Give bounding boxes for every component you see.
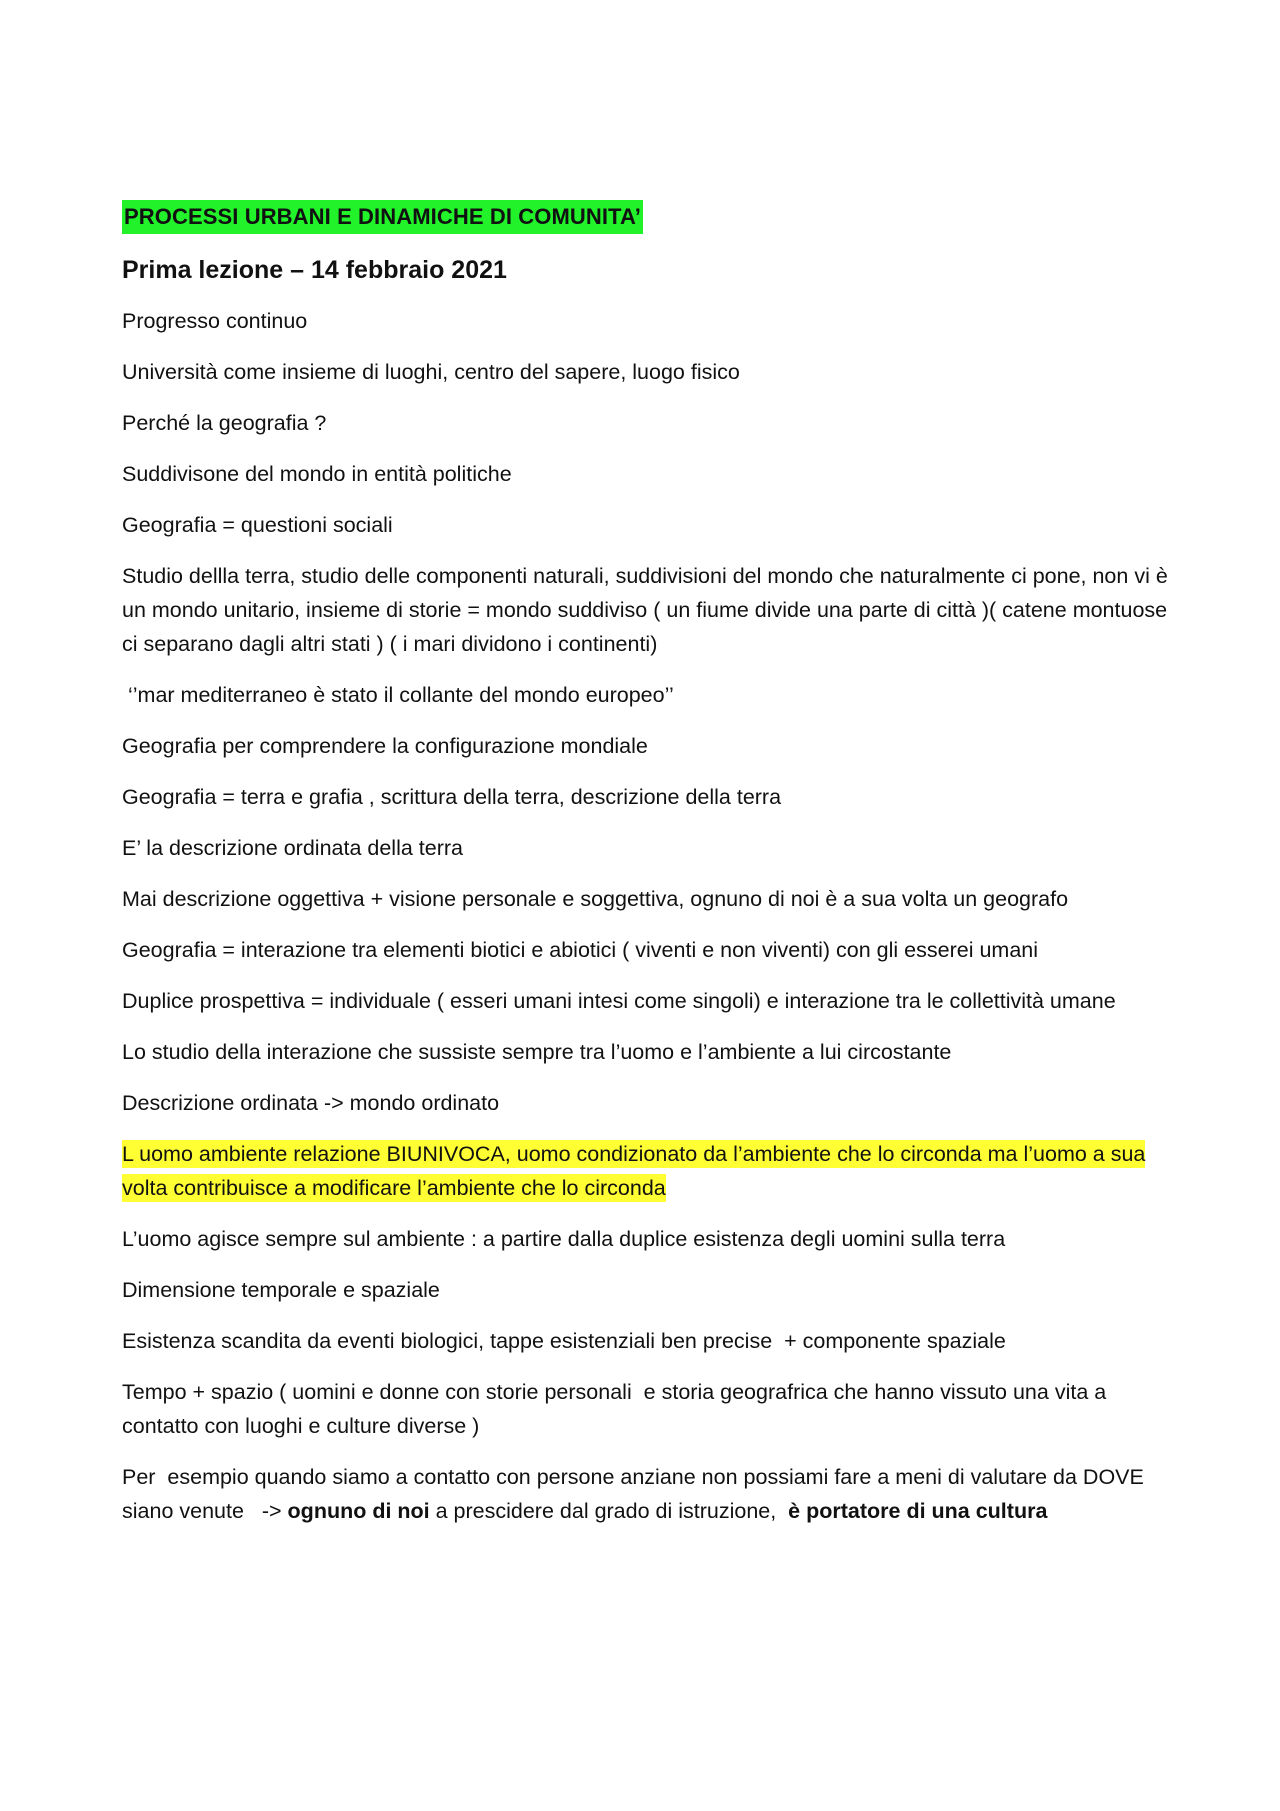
paragraph: Esistenza scandita da eventi biologici, tappe esistenziali ben precise + componente spaziale — [122, 1329, 1006, 1353]
quote-paragraph: ‘’mar mediterraneo è stato il collante del mondo europeo’’ — [122, 683, 674, 707]
paragraph: Dimensione temporale e spaziale — [122, 1278, 440, 1302]
document-page — [122, 200, 1172, 1528]
paragraph: Mai descrizione oggettiva + visione personale e soggettiva, ognuno di noi è a sua volta un geografo — [122, 887, 1069, 911]
bold-phrase: ognuno di noi — [287, 1499, 430, 1523]
paragraph: Perché la geografia ? — [122, 411, 327, 435]
paragraph: E’ la descrizione ordinata della terra — [122, 836, 463, 860]
paragraph: L’uomo agisce sempre sul ambiente : a partire dalla duplice esistenza degli uomini sulla terra — [122, 1227, 1006, 1251]
last-paragraph — [122, 1460, 1172, 1528]
paragraph: Suddivisone del mondo in entità politiche — [122, 462, 512, 486]
paragraph: Geografia per comprendere la configurazione mondiale — [122, 734, 648, 758]
paragraph: Geografia = interazione tra elementi biotici e abiotici ( viventi e non viventi) con gli esserei umani — [122, 938, 1039, 962]
paragraph: Progresso continuo — [122, 309, 308, 333]
paragraph: Lo studio della interazione che sussiste sempre tra l’uomo e l’ambiente a lui circostante — [122, 1040, 952, 1064]
highlighted-paragraph: L uomo ambiente relazione BIUNIVOCA, uomo condizionato da l’ambiente che lo circonda ma l’uomo a sua volta contribuisce a modificare l’ambiente che lo circonda — [122, 1142, 1146, 1200]
paragraph: Descrizione ordinata -> mondo ordinato — [122, 1091, 500, 1115]
highlighted-paragraph-wrapper — [122, 1137, 1172, 1205]
lesson-subtitle: Prima lezione – 14 febbraio 2021 — [122, 256, 507, 284]
paragraph: Studio dellla terra, studio delle componenti naturali, suddivisioni del mondo che naturalmente ci pone, non vi è un mondo unitario, insieme di storie = mondo suddiviso ( un fiume divide una parte di città )( catene montuose ci separano dagli altri stati ) ( i mari dividono i continenti) — [122, 564, 1168, 656]
paragraph: Duplice prospettiva = individuale ( esseri umani intesi come singoli) e interazione tra le collettività umane — [122, 989, 1116, 1013]
last-paragraph-text: Per esempio quando siamo a contatto con persone anziane non possiami fare a meni di valutare da DOVE siano venute -> — [122, 1465, 1150, 1523]
last-paragraph-text: a prescidere dal grado di istruzione, — [429, 1499, 789, 1523]
paragraph: Tempo + spazio ( uomini e donne con storie personali e storia geografrica che hanno vissuto una vita a contatto con luoghi e culture diverse ) — [122, 1380, 1113, 1438]
bold-phrase: è portatore di una cultura — [788, 1499, 1048, 1523]
paragraph: Università come insieme di luoghi, centro del sapere, luogo fisico — [122, 360, 740, 384]
document-title: PROCESSI URBANI E DINAMICHE DI COMUNITA’ — [122, 200, 643, 234]
title-row — [122, 200, 1172, 234]
paragraph: Geografia = terra e grafia , scrittura della terra, descrizione della terra — [122, 785, 782, 809]
paragraph: Geografia = questioni sociali — [122, 513, 393, 537]
